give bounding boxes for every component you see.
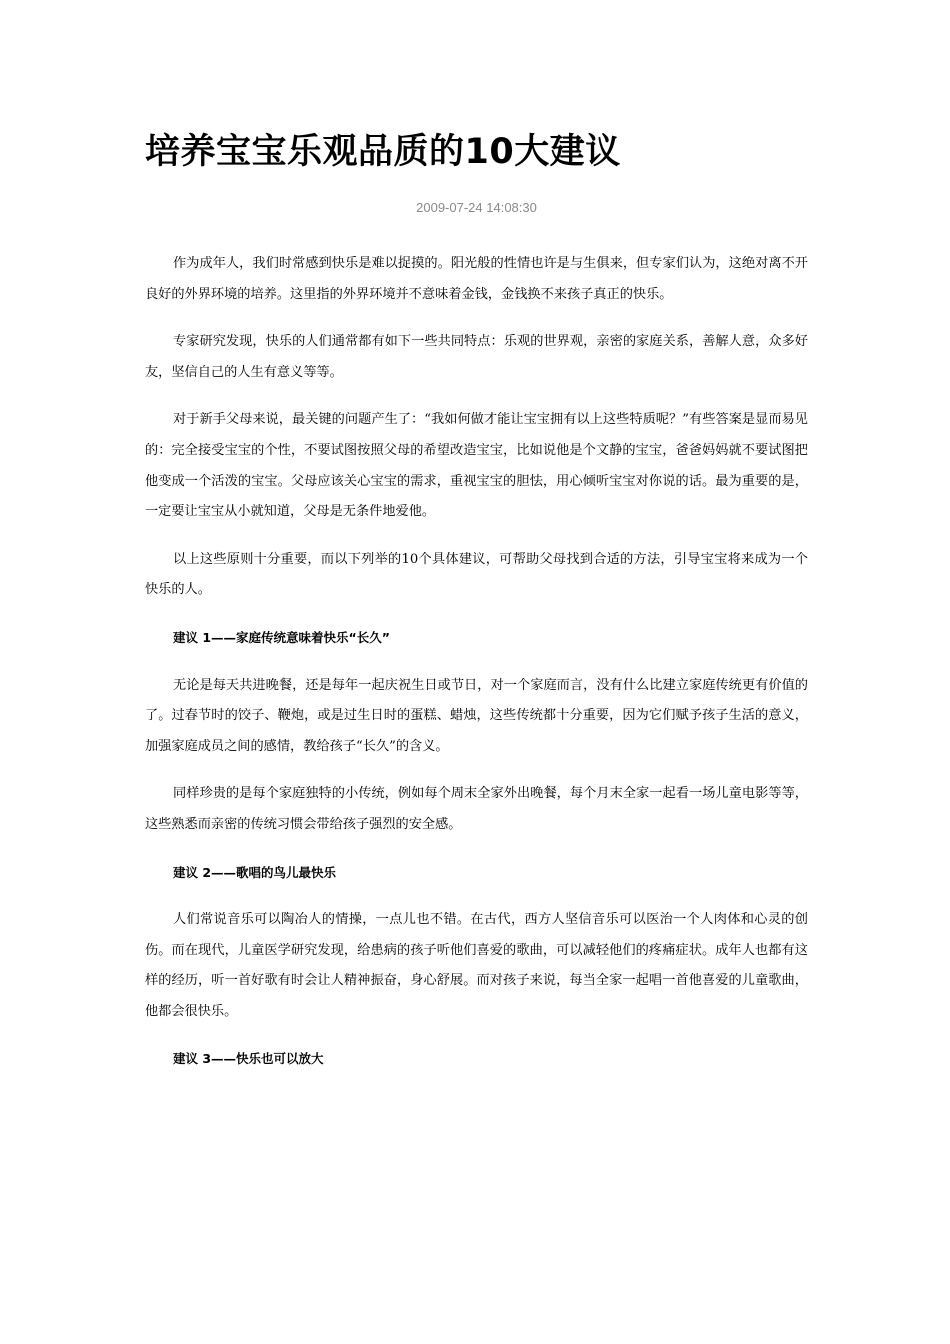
paragraph-research: 专家研究发现，快乐的人们通常都有如下一些共同特点：乐观的世界观，亲密的家庭关系，善解人意，众多好友，坚信自己的人生有意义等等。 [145,334,808,380]
publish-date: 2009-07-24 14:08:30 [416,200,537,215]
paragraph-intro: 作为成年人，我们时常感到快乐是难以捉摸的。阳光般的性情也许是与生俱来，但专家们认为，这绝对离不开良好的外界环境的培养。这里指的外界环境并不意味着金钱，金钱换不来孩子真正的快乐。 [145,256,808,302]
paragraph-parents: 对于新手父母来说，最关键的问题产生了：“我如何做才能让宝宝拥有以上这些特质呢？”有些答案是显而易见的：完全接受宝宝的个性，不要试图按照父母的希望改造宝宝，比如说他是个文静的宝宝，爸爸妈妈就不要试图把他变成一个活泼的宝宝。父母应该关心宝宝的需求，重视宝宝的胆怯，用心倾听宝宝对你说的话。最为重要的是，一定要让宝宝从小就知道，父母是无条件地爱他。 [145,412,808,520]
article-title: 培养宝宝乐观品质的10大建议 [145,132,621,172]
section-heading-3: 建议 3——快乐也可以放大 [173,1051,324,1067]
paragraph-small-tradition: 同样珍贵的是每个家庭独特的小传统，例如每个周末全家外出晚餐，每个月末全家一起看一场儿童电影等等，这些熟悉而亲密的传统习惯会带给孩子强烈的安全感。 [145,786,808,832]
section-heading-2: 建议 2——歌唱的鸟儿最快乐 [173,864,337,880]
paragraph-music: 人们常说音乐可以陶冶人的情操，一点儿也不错。在古代，西方人坚信音乐可以医治一个人肉体和心灵的创伤。而在现代，儿童医学研究发现，给患病的孩子听他们喜爱的歌曲，可以减轻他们的疼痛症状。成年人也都有这样的经历，听一首好歌有时会让人精神振奋，身心舒展。而对孩子来说，每当全家一起唱一首他喜爱的儿童歌曲，他都会很快乐。 [145,912,808,1019]
section-heading-1: 建议 1——家庭传统意味着快乐“长久” [173,629,390,645]
paragraph-tradition: 无论是每天共进晚餐，还是每年一起庆祝生日或节日，对一个家庭而言，没有什么比建立家庭传统更有价值的了。过春节时的饺子、鞭炮，或是过生日时的蛋糕、蜡烛，这些传统都十分重要，因为它们赋予孩子生活的意义，加强家庭成员之间的感情，教给孩子“长久”的含义。 [145,677,808,754]
article-body [145,249,808,1092]
paragraph-principles: 以上这些原则十分重要，而以下列举的10个具体建议，可帮助父母找到合适的方法，引导宝宝将来成为一个快乐的人。 [145,551,808,598]
